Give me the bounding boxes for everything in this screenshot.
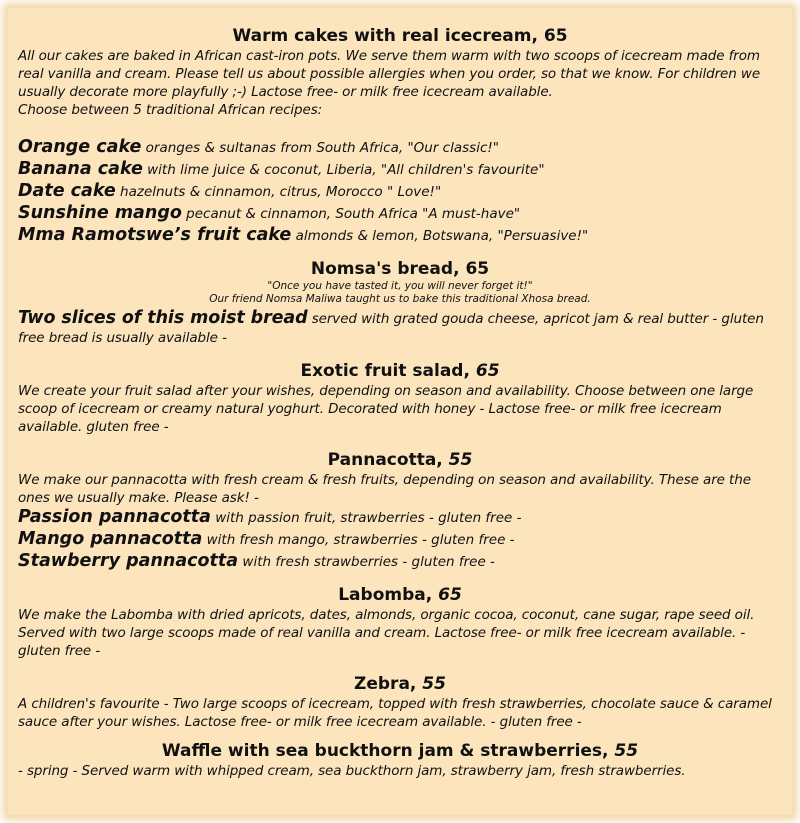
cake-item: [18, 181, 782, 203]
cake-item: [18, 159, 782, 181]
waffle-title-text: Waffle with sea buckthorn jam & strawberries,: [161, 741, 615, 761]
fruit-salad-title-text: Exotic fruit salad,: [300, 361, 476, 381]
cake-item-desc: hazelnuts & cinnamon, citrus, Morocco " Love!": [115, 184, 442, 200]
pannacotta-item-desc: with fresh strawberries - gluten free -: [238, 554, 495, 570]
bread-origin: Our friend Nomsa Maliwa taught us to bake this traditional Xhosa bread.: [209, 293, 591, 305]
pannacotta-item: [18, 529, 782, 551]
cake-item-desc: with lime juice & coconut, Liberia, "All children's favourite": [142, 162, 545, 178]
labomba-title: [18, 585, 782, 606]
cake-item: [18, 225, 782, 247]
bread-item-name: Two slices of this moist bread: [18, 308, 308, 328]
pannacotta-item: [18, 551, 782, 573]
fruit-salad-title: [18, 361, 782, 382]
cake-item: [18, 137, 782, 159]
waffle-price: 55: [614, 741, 639, 761]
pannacotta-title: [18, 450, 782, 471]
zebra-title: [18, 674, 782, 695]
section-zebra: [18, 674, 782, 731]
cake-item-desc: oranges & sultanas from South Africa, "Our classic!": [141, 140, 499, 156]
zebra-description: A children's favourite - Two large scoops of icecream, topped with fresh strawberries, chocolate sauce & caramel sauce after your wishes. Lactose free- or milk free icecream available. - gluten free -: [18, 696, 772, 730]
pannacotta-item: [18, 507, 782, 529]
cake-item-name: Date cake: [18, 181, 116, 201]
cake-item: [18, 203, 782, 225]
cake-item-name: Banana cake: [18, 159, 143, 179]
section-cakes: [18, 26, 782, 247]
section-waffle: [18, 741, 782, 780]
section-fruit-salad: [18, 361, 782, 436]
cake-item-name: Mma Ramotswe’s fruit cake: [18, 225, 292, 245]
cake-item-name: Orange cake: [18, 137, 142, 157]
section-pannacotta: [18, 450, 782, 573]
cake-item-desc: pecanut & cinnamon, South Africa "A must-have": [181, 206, 521, 222]
pannacotta-title-text: Pannacotta,: [327, 450, 449, 470]
pannacotta-item-desc: with passion fruit, strawberries - gluten free -: [210, 510, 522, 526]
cake-item-name: Sunshine mango: [18, 203, 182, 223]
cakes-description: All our cakes are baked in African cast-iron pots. We serve them warm with two scoops of icecream made from real vanilla and cream. Please tell us about possible allergies when you order, so that we know. For children we usually decorate more playfully ;-) Lactose free- or milk free icecream available.: [18, 48, 761, 100]
bread-quote: "Once you have tasted it, you will never forget it!": [267, 280, 533, 292]
pannacotta-item-name: Mango pannacotta: [18, 529, 203, 549]
section-labomba: [18, 585, 782, 660]
bread-item-desc: served with grated gouda cheese, apricot jam & real butter - gluten free bread is usually available -: [18, 311, 764, 346]
fruit-salad-price: 65: [475, 361, 500, 381]
cakes-choose-text: Choose between 5 traditional African recipes:: [18, 102, 323, 118]
zebra-title-text: Zebra,: [354, 674, 423, 694]
waffle-description: - spring - Served warm with whipped cream, sea buckthorn jam, strawberry jam, fresh strawberries.: [18, 763, 686, 779]
cakes-title: Warm cakes with real icecream, 65: [232, 26, 568, 46]
labomba-title-text: Labomba,: [338, 585, 439, 605]
pannacotta-item-desc: with fresh mango, strawberries - gluten free -: [202, 532, 515, 548]
pannacotta-item-name: Stawberry pannacotta: [18, 551, 239, 571]
labomba-price: 65: [438, 585, 462, 605]
pannacotta-item-name: Passion pannacotta: [18, 507, 211, 527]
fruit-salad-description: We create your fruit salad after your wishes, depending on season and availability. Choose between one large scoop of icecream or creamy natural yoghurt. Decorated with honey - Lactose free- or milk free icecream available. gluten free -: [18, 383, 754, 435]
pannacotta-description: We make our pannacotta with fresh cream & fresh fruits, depending on season and availability. These are the ones we usually make. Please ask! -: [18, 472, 751, 506]
waffle-title: [18, 741, 782, 762]
menu-page: [8, 8, 792, 815]
labomba-description: We make the Labomba with dried apricots, dates, almonds, organic cocoa, coconut, cane sugar, rape seed oil. Served with two large scoops made of real vanilla and cream. Lactose free- or milk free icecream available. - gluten free -: [18, 607, 755, 659]
zebra-price: 55: [422, 674, 446, 694]
cake-item-desc: almonds & lemon, Botswana, "Persuasive!": [291, 228, 589, 244]
section-bread: [18, 259, 782, 347]
pannacotta-price: 55: [448, 450, 473, 470]
bread-item: [18, 308, 782, 347]
bread-title: Nomsa's bread, 65: [310, 259, 490, 279]
